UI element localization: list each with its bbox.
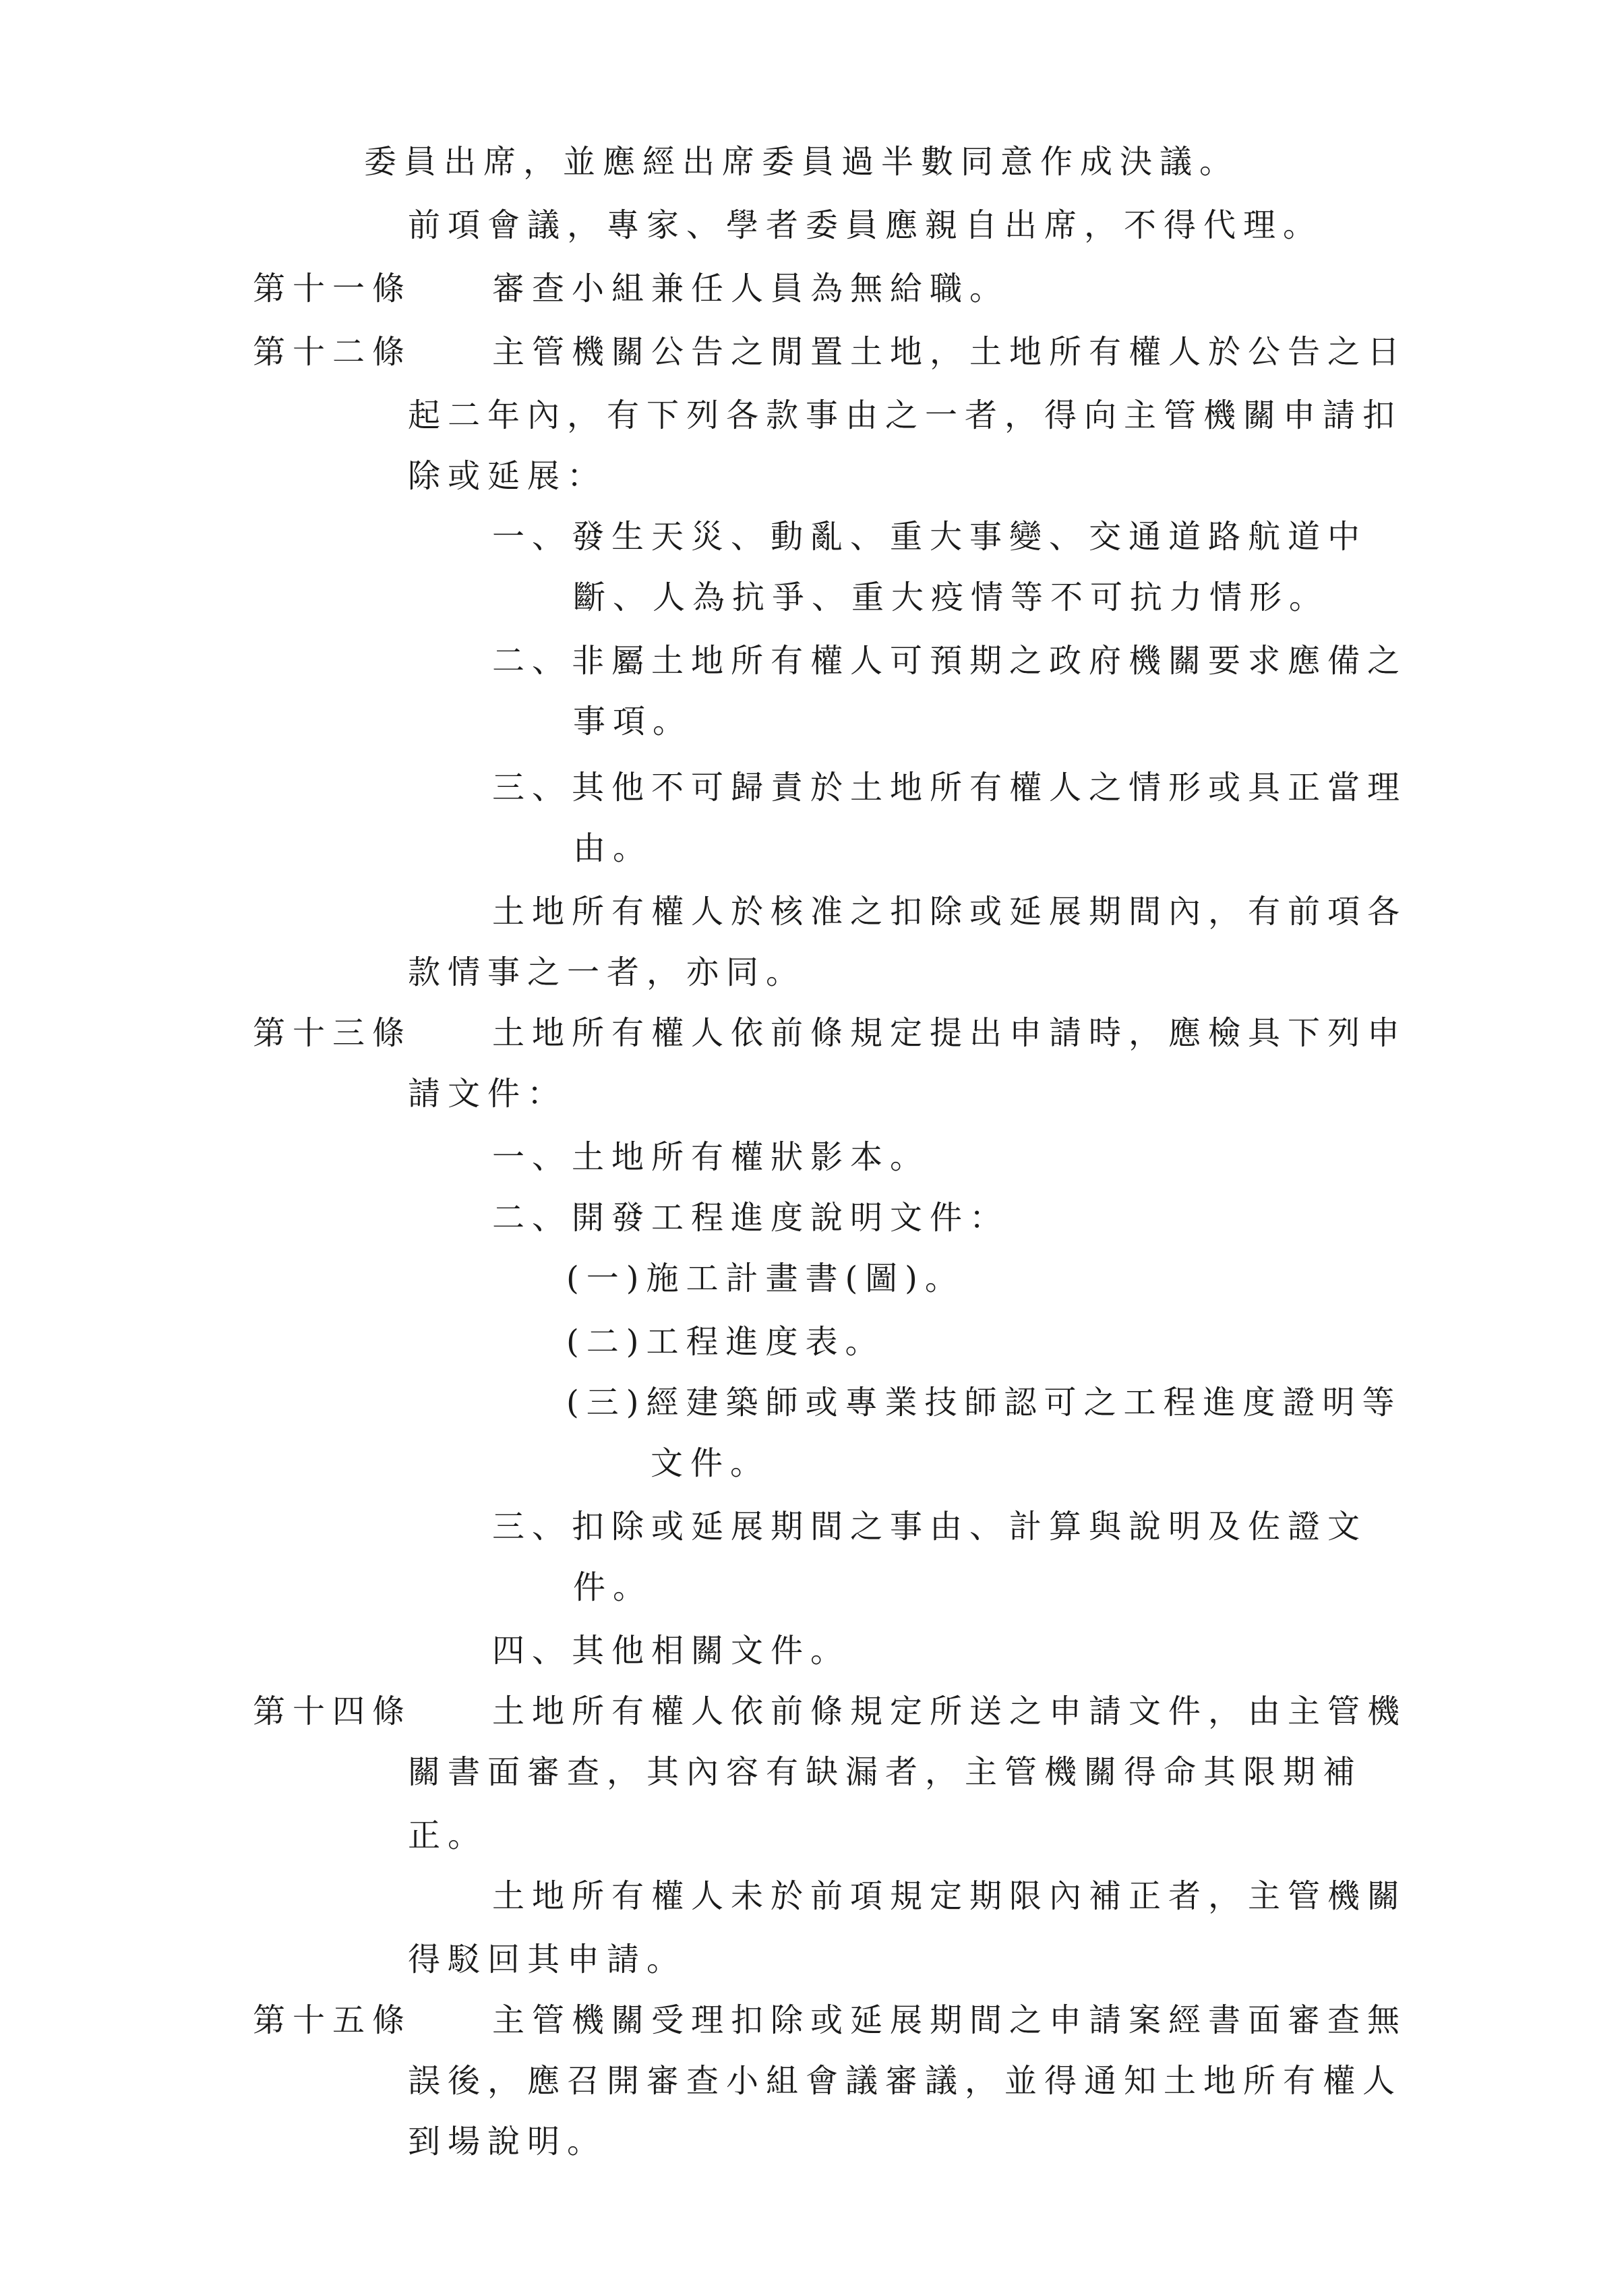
text-line: 得駁回其申請。 <box>408 1941 687 1978</box>
text-line: 土地所有權人未於前項規定期限內補正者，主管機關 <box>492 1877 1408 1915</box>
text-line: 委員出席，並應經出席委員過半數同意作成決議。 <box>364 143 1240 181</box>
list-item: 一、發生天災、動亂、重大事變、交通道路航道中 <box>492 518 1368 556</box>
text-line: 到場說明。 <box>408 2123 607 2160</box>
list-item: 二、非屬土地所有權人可預期之政府機關要求應備之 <box>492 642 1408 680</box>
text-line: 款情事之一者，亦同。 <box>408 953 806 991</box>
list-item: 一、土地所有權狀影本。 <box>492 1138 930 1176</box>
article-number: 第十一條 <box>253 270 413 307</box>
text-line: 土地所有權人依前條規定提出申請時，應檢具下列申 <box>492 1014 1408 1052</box>
article-number: 第十三條 <box>253 1014 413 1052</box>
text-line: 除或延展： <box>408 457 607 495</box>
text-line: 土地所有權人於核准之扣除或延展期間內，有前項各 <box>492 893 1408 931</box>
article-number: 第十四條 <box>253 1692 413 1730</box>
article-number: 第十二條 <box>253 333 413 371</box>
text-line: 前項會議，專家、學者委員應親自出席，不得代理。 <box>408 206 1323 244</box>
list-item: 四、其他相關文件。 <box>492 1632 851 1670</box>
text-line: 起二年內，有下列各款事由之一者，得向主管機關申請扣 <box>408 396 1403 434</box>
sub-list-item: (一)施工計畫書(圖)。 <box>566 1260 965 1297</box>
text-line: 審查小組兼任人員為無給職。 <box>492 270 1010 307</box>
text-line: 斷、人為抗爭、重大疫情等不可抗力情形。 <box>573 579 1329 616</box>
list-item: 三、其他不可歸責於土地所有權人之情形或具正當理 <box>492 769 1408 806</box>
article-number: 第十五條 <box>253 2001 413 2039</box>
sub-list-item: (二)工程進度表。 <box>566 1323 885 1361</box>
text-line: 誤後，應召開審查小組會議審議，並得通知土地所有權人 <box>408 2062 1403 2100</box>
sub-list-item: (三)經建築師或專業技師認可之工程進度證明等 <box>566 1384 1402 1421</box>
text-line: 事項。 <box>573 703 693 740</box>
text-line: 件。 <box>573 1568 653 1606</box>
text-line: 由。 <box>573 829 653 867</box>
list-item: 三、扣除或延展期間之事由、計算與說明及佐證文 <box>492 1508 1368 1546</box>
text-line: 主管機關受理扣除或延展期間之申請案經書面審查無 <box>492 2001 1408 2039</box>
text-line: 關書面審查，其內容有缺漏者，主管機關得命其限期補 <box>408 1753 1363 1791</box>
text-line: 文件。 <box>651 1444 771 1482</box>
text-line: 土地所有權人依前條規定所送之申請文件，由主管機 <box>492 1692 1408 1730</box>
list-item: 二、開發工程進度說明文件： <box>492 1199 1010 1237</box>
text-line: 請文件： <box>408 1075 568 1113</box>
text-line: 主管機關公告之閒置土地，土地所有權人於公告之日 <box>492 333 1408 371</box>
text-line: 正。 <box>408 1817 488 1854</box>
